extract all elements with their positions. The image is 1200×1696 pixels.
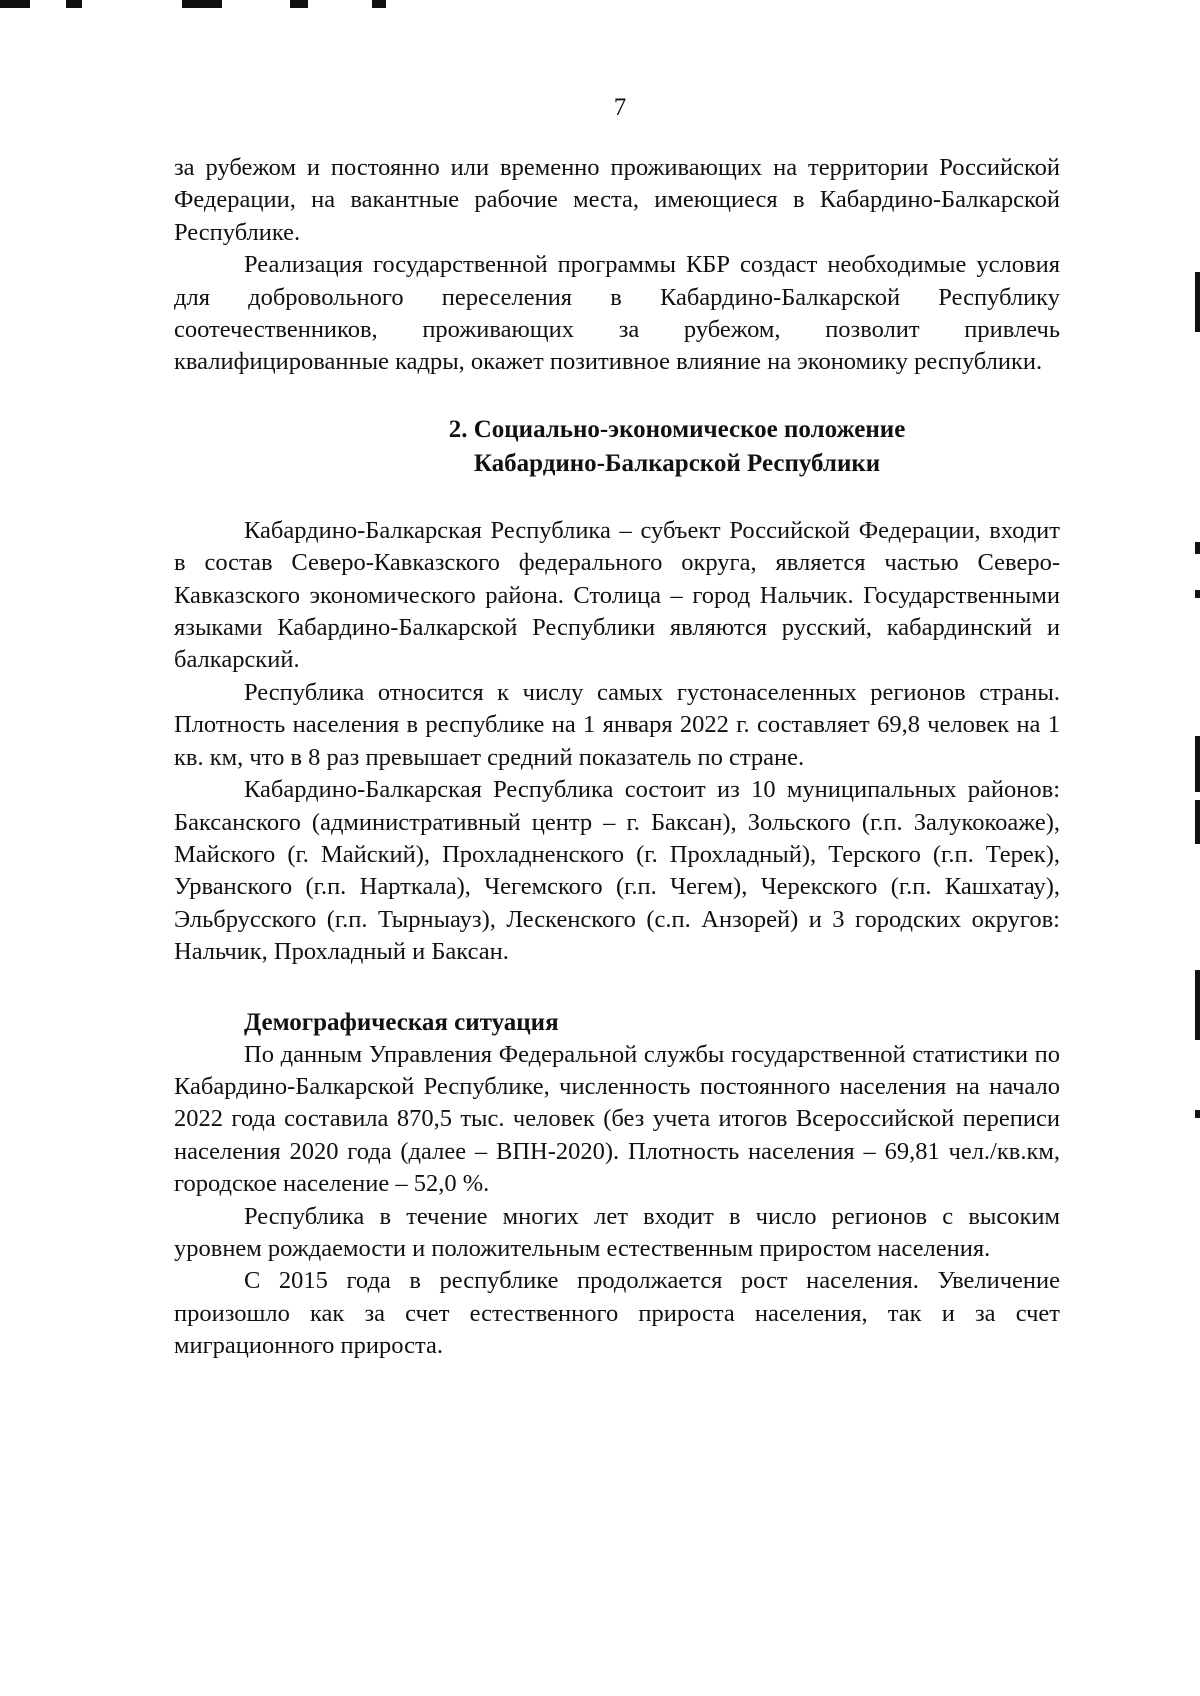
paragraph: за рубежом и постоянно или временно проживающих на территории Российской Федерации, на вакантные рабочие места, имеющиеся в Кабардино-Балкарской Республике. xyxy=(174,154,1060,246)
subsection-heading: Демографическая ситуация xyxy=(244,1008,559,1036)
paragraph: Республика относится к числу самых густонаселенных регионов страны. Плотность населения в республике на 1 января 2022 г. составляет 69,8 человек на 1 кв. км, что в 8 раз превышает средний показатель по стране. xyxy=(174,678,1060,771)
document-body xyxy=(174,152,1060,1363)
paragraph: Республика в течение многих лет входит в число регионов с высоким уровнем рождаемости и положительным естественным приростом населения. xyxy=(174,1202,1060,1262)
paragraph: Кабардино-Балкарская Республика состоит из 10 муниципальных районов: Баксанского (административный центр – г. Баксан), Зольского (г.п. Залукокоаже), Майского (г. Майский), Прохладненского (г. Прохладный), Терского (г.п. Терек), Урванского (г.п. Нарткала), Чегемского (г.п. Чегем), Черекского (г.п. Кашхатау), Эльбрусского (г.п. Тырныауз), Лескенского (с.п. Анзорей) и 3 городских округов: Нальчик, Прохладный и Баксан. xyxy=(174,776,1060,966)
scan-artifact xyxy=(66,0,82,8)
paragraph: Реализация государственной программы КБР создаст необходимые условия для добровольного переселения в Кабардино-Балкарской Республику соотечественников, проживающих за рубежом, позволит привлечь квалифицированные кадры, окажет позитивное влияние на экономику республики. xyxy=(174,251,1060,376)
scan-artifact xyxy=(1195,590,1200,598)
paragraph: С 2015 года в республике продолжается рост населения. Увеличение произошло как за счет естественного прироста населения, так и за счет миграционного прироста. xyxy=(174,1267,1060,1360)
scan-artifact xyxy=(1195,736,1200,792)
scan-artifact xyxy=(372,0,386,8)
scan-artifact xyxy=(0,0,30,8)
scan-artifact xyxy=(290,0,308,8)
section-heading-line: 2. Социально-экономическое положение xyxy=(448,415,906,443)
paragraph: Кабардино-Балкарская Республика – субъект Российской Федерации, входит в состав Северо-Кавказского федерального округа, является частью Северо-Кавказского экономического района. Столица – город Нальчик. Государственными языками Кабардино-Балкарской Республики являются русский, кабардинский и балкарский. xyxy=(174,516,1060,674)
scan-artifact xyxy=(1195,1110,1200,1118)
scan-artifact xyxy=(182,0,222,8)
scan-artifact xyxy=(1195,800,1200,844)
scan-artifact xyxy=(1195,272,1200,332)
section-heading xyxy=(174,413,1060,481)
section-heading-line: Кабардино-Балкарской Республики xyxy=(473,449,881,477)
page-number: 7 xyxy=(613,94,627,121)
scan-artifact xyxy=(1195,970,1200,1040)
scan-artifact xyxy=(1195,542,1200,554)
paragraph: По данным Управления Федеральной службы государственной статистики по Кабардино-Балкарской Республике, численность постоянного населения на начало 2022 года составила 870,5 тыс. человек (без учета итогов Всероссийской переписи населения 2020 года (далее – ВПН-2020). Плотность населения – 69,81 чел./кв.км, городское население – 52,0 %. xyxy=(174,1040,1060,1198)
